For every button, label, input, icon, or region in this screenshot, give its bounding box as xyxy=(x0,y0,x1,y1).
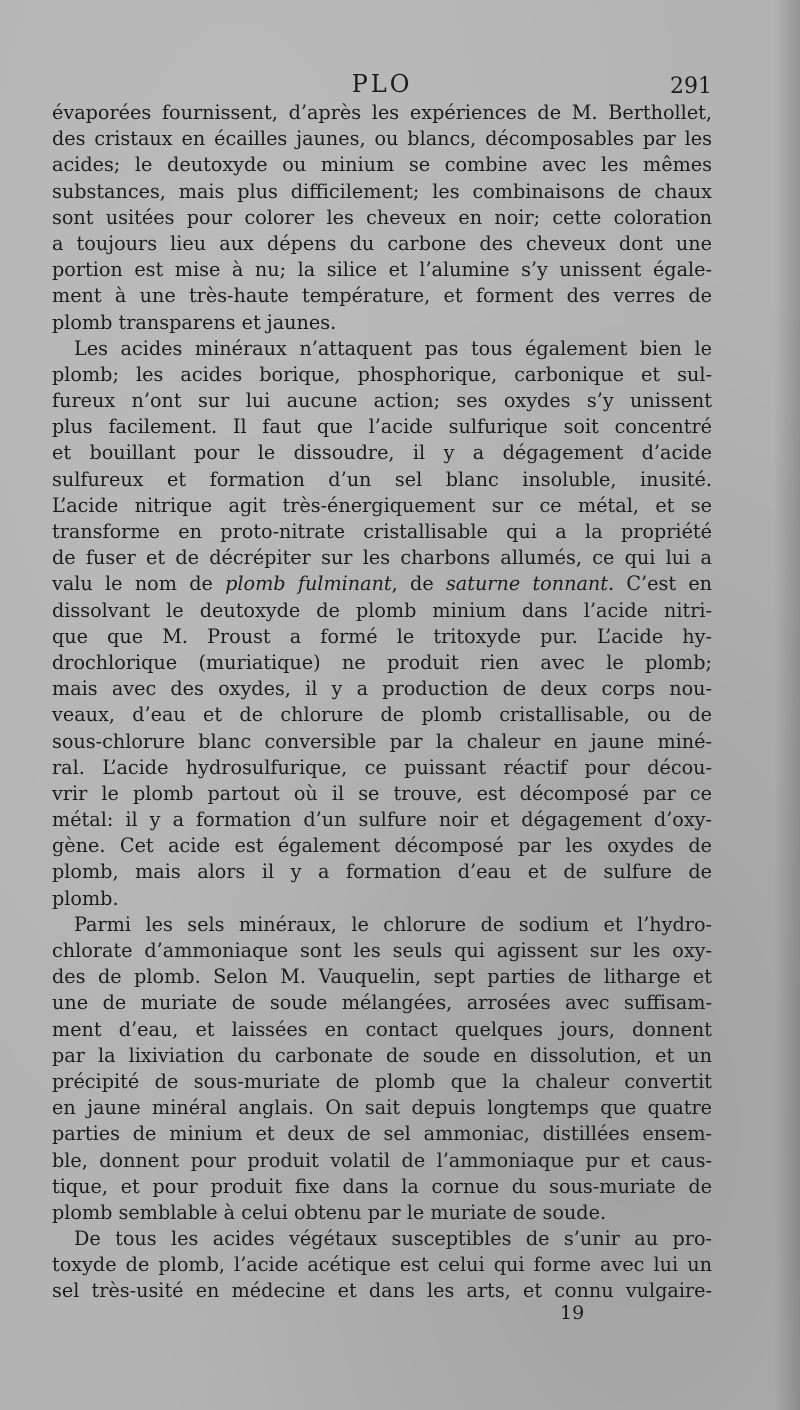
text-line: métal: il y a formation d’un sulfure noir et dégagement d’oxy- xyxy=(52,808,712,832)
text-line: fureux n’ont sur lui aucune action; ses oxydes s’y unissent xyxy=(52,389,712,413)
text-line: plus facilement. Il faut que l’acide sulfurique soit concentré xyxy=(52,415,712,439)
signature-mark: 19 xyxy=(560,1302,585,1324)
text-line: précipité de sous-muriate de plomb que la chaleur convertit xyxy=(52,1069,712,1093)
page-header xyxy=(52,72,712,100)
text-line: vrir le plomb partout où il se trouve, est décomposé par ce xyxy=(52,781,712,805)
text-line: drochlorique (muriatique) ne produit rien avec le plomb; xyxy=(52,650,712,674)
body-text xyxy=(52,100,712,1305)
text-line: plomb; les acides borique, phosphorique, carbonique et sul- xyxy=(52,362,712,386)
text-line: parties de minium et deux de sel ammoniac, distillées ensem- xyxy=(52,1122,712,1146)
text-line: en jaune minéral anglais. On sait depuis longtemps que quatre xyxy=(52,1096,712,1120)
page-number: 291 xyxy=(670,74,712,99)
text-line: plomb transparens et jaunes. xyxy=(52,310,337,334)
text-line: ment d’eau, et laissées en contact quelques jours, donnent xyxy=(52,1017,712,1041)
text-line: évaporées fournissent, d’après les expériences de M. Berthollet, xyxy=(52,101,712,124)
text-line: tique, et pour produit fixe dans la cornue du sous-muriate de xyxy=(52,1174,712,1198)
text-line: ment à une très-haute température, et forment des verres de xyxy=(52,284,712,308)
paragraph xyxy=(52,100,712,336)
text-line: plomb, mais alors il y a formation d’eau et de sulfure de xyxy=(52,860,712,884)
text-line: que que M. Proust a formé le tritoxyde pur. L’acide hy- xyxy=(52,624,712,648)
paragraph xyxy=(52,336,712,912)
paragraph xyxy=(52,912,712,1226)
text-line: L’acide nitrique agit très-énergiquement sur ce métal, et se xyxy=(52,493,712,517)
text-line: ble, donnent pour produit volatil de l’ammoniaque pur et caus- xyxy=(52,1148,712,1172)
text-line: sulfureux et formation d’un sel blanc insoluble, inusité. xyxy=(52,467,712,491)
text-line: sous-chlorure blanc conversible par la chaleur en jaune miné- xyxy=(52,729,712,753)
text-line: substances, mais plus difficilement; les combinaisons de chaux xyxy=(52,179,712,203)
italic-term: saturne tonnant xyxy=(445,572,608,596)
text-line: toxyde de plomb, l’acide acétique est celui qui forme avec lui un xyxy=(52,1253,712,1277)
text-line: a toujours lieu aux dépens du carbone des cheveux dont une xyxy=(52,231,712,255)
text-line: et bouillant pour le dissoudre, il y a dégagement d’acide xyxy=(52,441,712,465)
text-line: dissolvant le deutoxyde de plomb minium dans l’acide nitri- xyxy=(52,598,712,622)
text-line: valu le nom de plomb fulminant, de saturne tonnant. C’est en xyxy=(52,572,713,596)
paragraph xyxy=(52,1226,712,1305)
running-head: PLO xyxy=(351,70,413,98)
text-line: de fuser et de décrépiter sur les charbons allumés, ce qui lui a xyxy=(52,546,712,570)
text-line: ral. L’acide hydrosulfurique, ce puissant réactif pour décou- xyxy=(52,755,712,779)
text-line: par la lixiviation du carbonate de soude en dissolution, et un xyxy=(52,1043,712,1067)
text-line: des cristaux en écailles jaunes, ou blancs, décomposables par les xyxy=(52,127,712,151)
text-line: transforme en proto-nitrate cristallisable qui a la propriété xyxy=(52,520,712,543)
text-line: sont usitées pour colorer les cheveux en noir; cette coloration xyxy=(52,205,712,229)
text-line: des de plomb. Selon M. Vauquelin, sept parties de litharge et xyxy=(52,965,712,989)
italic-term: plomb fulminant xyxy=(225,572,392,596)
text-line: chlorate d’ammoniaque sont les seuls qui agissent sur les oxy- xyxy=(52,939,712,962)
text-line: gène. Cet acide est également décomposé par les oxydes de xyxy=(52,834,712,858)
text-line: acides; le deutoxyde ou minium se combine avec les mêmes xyxy=(52,153,712,177)
text-line: sel très-usité en médecine et dans les arts, et connu vulgaire- xyxy=(52,1279,712,1303)
text-line: plomb semblable à celui obtenu par le muriate de soude. xyxy=(52,1200,607,1224)
text-line: mais avec des oxydes, il y a production de deux corps nou- xyxy=(52,677,712,701)
text-line: Parmi les sels minéraux, le chlorure de sodium et l’hydro- xyxy=(74,912,712,936)
page-edge-shadow xyxy=(774,0,800,1410)
text-line: portion est mise à nu; la silice et l’alumine s’y unissent égale- xyxy=(52,258,712,282)
text-line: veaux, d’eau et de chlorure de plomb cristallisable, ou de xyxy=(52,703,712,727)
text-line: Les acides minéraux n’attaquent pas tous également bien le xyxy=(74,336,712,360)
text-line: une de muriate de soude mélangées, arrosées avec suffisam- xyxy=(52,991,712,1015)
text-line: plomb. xyxy=(52,886,119,910)
text-line: De tous les acides végétaux susceptibles de s’unir au pro- xyxy=(74,1227,712,1251)
